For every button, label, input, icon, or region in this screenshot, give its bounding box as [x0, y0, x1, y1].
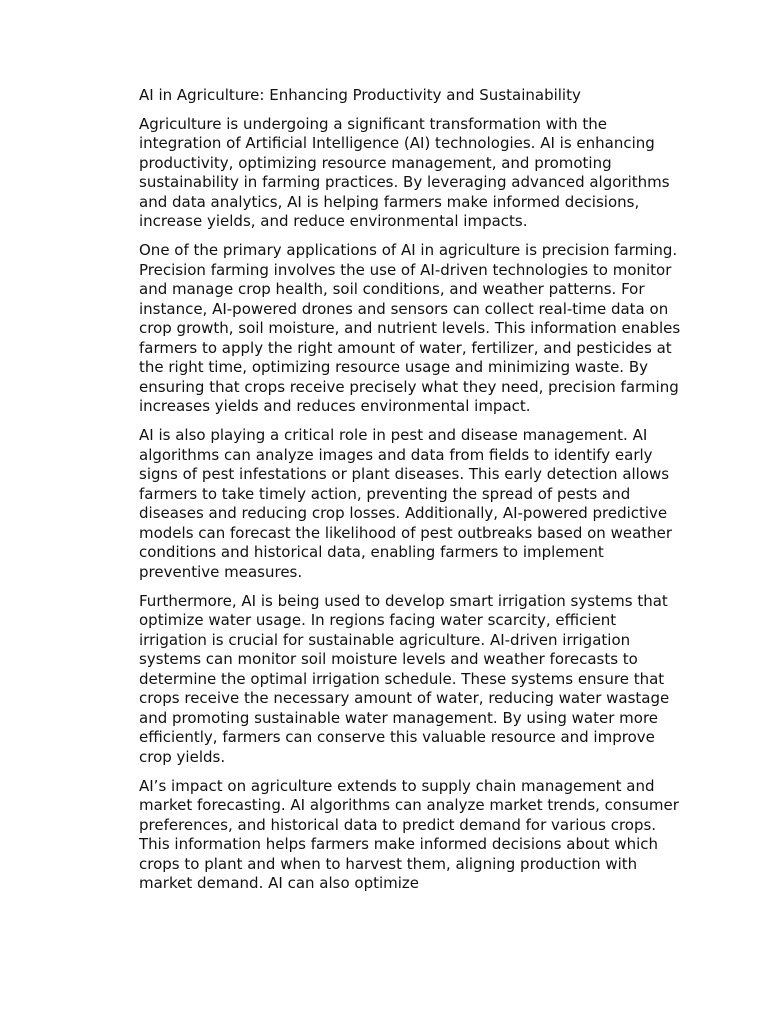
paragraph-supply-chain: AI’s impact on agriculture extends to supply chain management and market forecasting. AI algorithms can analyze market trends, consumer preferences, and historical data to predict demand for various crops. This information helps farmers make informed decisions about which crops to plant and when to harvest them, aligning production with market demand. AI can also optimize: [139, 776, 679, 892]
document-title: AI in Agriculture: Enhancing Productivity and Sustainability: [139, 86, 581, 104]
paragraph-pest-management: AI is also playing a critical role in pest and disease management. AI algorithms can analyze images and data from fields to identify early signs of pest infestations or plant diseases. This early detection allows farmers to take timely action, preventing the spread of pests and diseases and reducing crop losses. Additionally, AI-powered predictive models can forecast the likelihood of pest outbreaks based on weather conditions and historical data, enabling farmers to implement preventive measures.: [139, 426, 673, 581]
document-page: [139, 86, 684, 903]
paragraph-precision-farming: One of the primary applications of AI in agriculture is precision farming. Precision farming involves the use of AI-driven technologies to monitor and manage crop health, soil conditions, and weather patterns. For instance, AI-powered drones and sensors can collect real-time data on crop growth, soil moisture, and nutrient levels. This information enables farmers to apply the right amount of water, fertilizer, and pesticides at the right time, optimizing resource usage and minimizing waste. By ensuring that crops receive precisely what they need, precision farming increases yields and reduces environmental impact.: [139, 241, 681, 415]
paragraph-intro: Agriculture is undergoing a significant transformation with the integration of Artificial Intelligence (AI) technologies. AI is enhancing productivity, optimizing resource management, and promoting sustainability in farming practices. By leveraging advanced algorithms and data analytics, AI is helping farmers make informed decisions, increase yields, and reduce environmental impacts.: [139, 114, 670, 230]
paragraph-smart-irrigation: Furthermore, AI is being used to develop smart irrigation systems that optimize water usage. In regions facing water scarcity, efficient irrigation is crucial for sustainable agriculture. AI-driven irrigation systems can monitor soil moisture levels and weather forecasts to determine the optimal irrigation schedule. These systems ensure that crops receive the necessary amount of water, reducing water wastage and promoting sustainable water management. By using water more efficiently, farmers can conserve this valuable resource and improve crop yields.: [139, 591, 670, 766]
